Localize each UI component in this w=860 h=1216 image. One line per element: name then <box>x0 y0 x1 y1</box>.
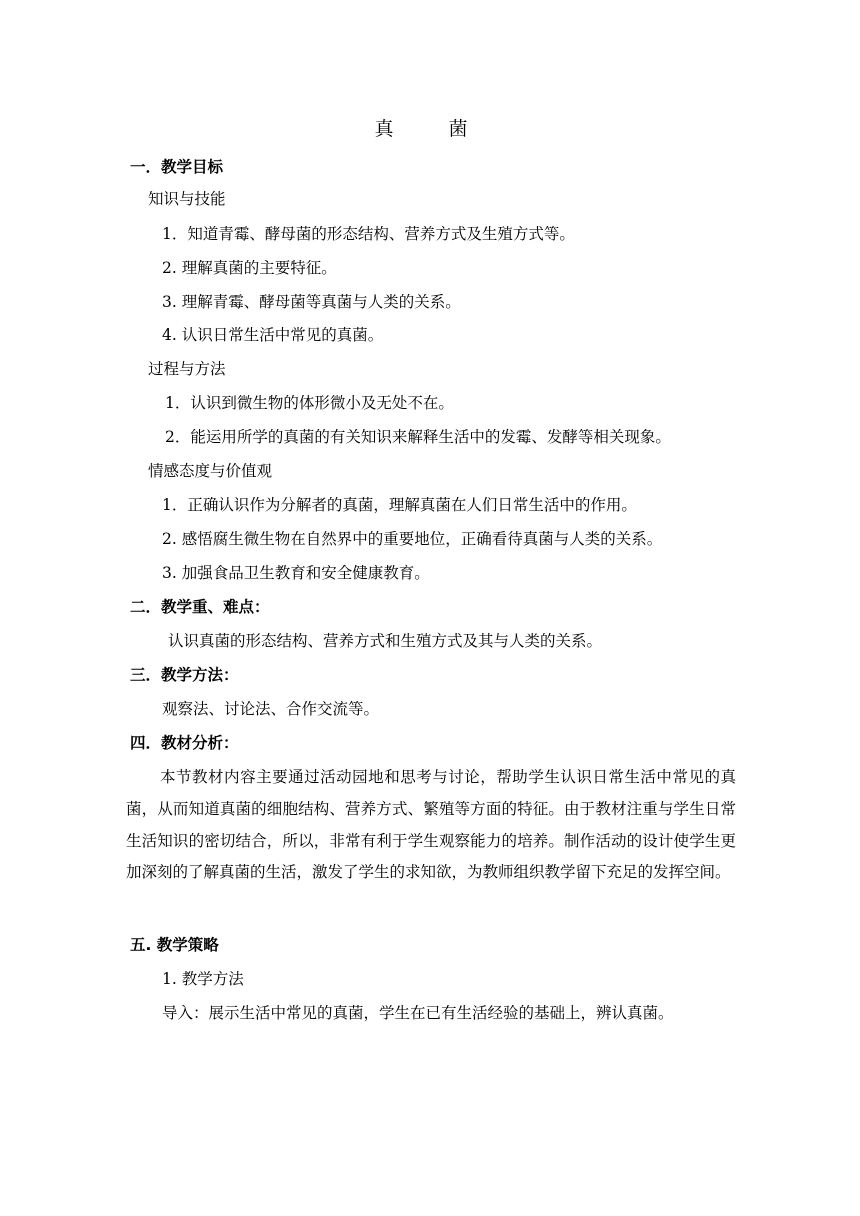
subheading-knowledge-skills: 知识与技能 <box>148 190 226 208</box>
list-item: 4. 认识日常生活中常见的真菌。 <box>162 326 384 344</box>
intro-text: 导入：展示生活中常见的真菌，学生在已有生活经验的基础上，辨认真菌。 <box>162 1004 674 1022</box>
section-heading-key-points: 二．教学重、难点： <box>130 598 270 616</box>
document-title: 真 菌 <box>374 118 486 140</box>
list-item: 3. 加强食品卫生教育和安全健康教育。 <box>162 564 430 582</box>
section-heading-objectives: 一．教学目标 <box>130 158 224 176</box>
list-item: 2．能运用所学的真菌的有关知识来解释生活中的发霉、发酵等相关现象。 <box>165 428 671 446</box>
key-points-text: 认识真菌的形态结构、营养方式和生殖方式及其与人类的关系。 <box>168 632 603 650</box>
list-item: 2. 理解真菌的主要特征。 <box>162 259 337 277</box>
section-heading-strategy: 五. 教学策略 <box>130 936 219 954</box>
section-heading-methods: 三．教学方法： <box>130 666 239 684</box>
list-item: 1．知道青霉、酵母菌的形态结构、营养方式及生殖方式等。 <box>162 225 575 243</box>
section-heading-analysis: 四．教材分析： <box>130 734 239 752</box>
list-item: 1．正确认识作为分解者的真菌，理解真菌在人们日常生活中的作用。 <box>162 496 637 514</box>
analysis-paragraph: 本节教材内容主要通过活动园地和思考与讨论，帮助学生认识日常生活中常见的真菌，从而知道真菌的细胞结构、营养方式、繁殖等方面的特征。由于教材注重与学生日常生活知识的密切结合，所以，非常有利于学生观察能力的培养。制作活动的设计使学生更加深刻的了解真菌的生活，激发了学生的求知欲，为教师组织教学留下充足的发挥空间。 <box>126 768 736 882</box>
subheading-process-method: 过程与方法 <box>148 360 226 378</box>
list-item: 3. 理解青霉、酵母菌等真菌与人类的关系。 <box>162 293 461 311</box>
list-item: 2. 感悟腐生微生物在自然界中的重要地位，正确看待真菌与人类的关系。 <box>162 530 663 548</box>
subheading-teaching-method: 1. 教学方法 <box>162 970 244 988</box>
subheading-emotion-values: 情感态度与价值观 <box>148 462 273 480</box>
methods-text: 观察法、讨论法、合作交流等。 <box>162 700 380 718</box>
list-item: 1．认识到微生物的体形微小及无处不在。 <box>165 394 454 412</box>
